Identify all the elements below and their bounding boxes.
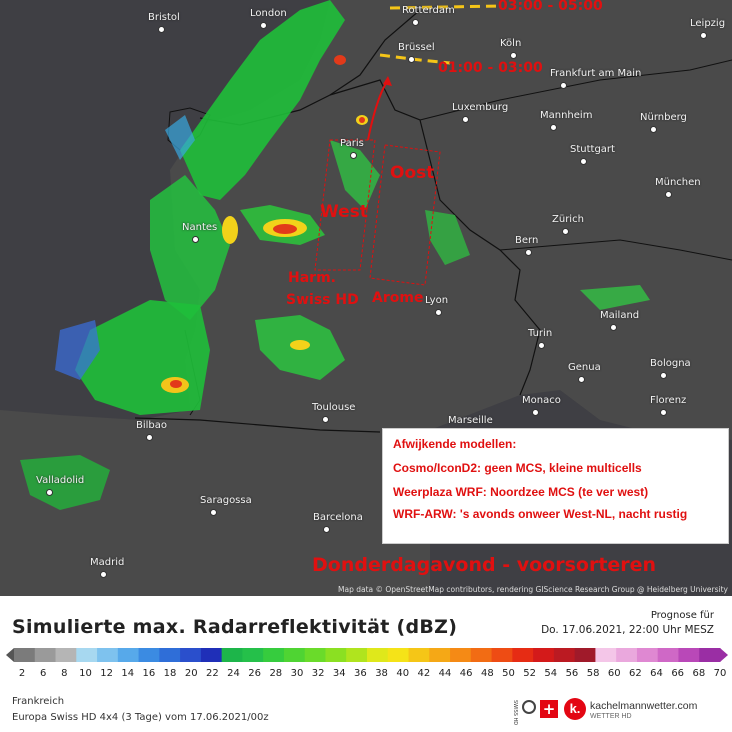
scale-swatch — [118, 648, 139, 662]
scale-tick-label: 42 — [417, 668, 431, 679]
radar-core-red-3 — [334, 55, 346, 65]
city-marker-barcelona — [323, 526, 330, 533]
scale-tick-label: 18 — [163, 668, 177, 679]
legend-title: Simulierte max. Radarreflektivität (dBZ) — [12, 616, 458, 638]
map-attribution: Map data © OpenStreetMap contributors, rendering GIScience Research Group @ Heidelberg University — [338, 585, 728, 594]
scale-swatch — [180, 648, 201, 662]
city-marker-genua — [578, 376, 585, 383]
scale-swatch — [699, 648, 720, 662]
city-label-genua: Genua — [568, 362, 601, 373]
scale-swatch — [305, 648, 326, 662]
city-label-nantes: Nantes — [182, 222, 218, 233]
city-marker-turin — [538, 342, 545, 349]
scale-swatch — [14, 648, 35, 662]
city-label-leipzig: Leipzig — [690, 18, 726, 29]
notes-heading: Afwijkende modellen: — [393, 437, 517, 451]
city-marker-koeln — [510, 52, 517, 59]
scale-swatch — [139, 648, 160, 662]
annotation-arome: Arome — [372, 290, 424, 306]
scale-swatch — [678, 648, 699, 662]
color-scale — [6, 648, 728, 662]
city-label-paris: Paris — [340, 138, 364, 149]
scale-swatch — [471, 648, 492, 662]
city-marker-luxemburg — [462, 116, 469, 123]
radar-core-red-4 — [359, 117, 365, 123]
scale-tick-label: 28 — [269, 668, 283, 679]
scale-swatch — [429, 648, 450, 662]
city-label-stuttgart: Stuttgart — [570, 144, 615, 155]
city-marker-saragossa — [210, 509, 217, 516]
swiss-hd-logo-text: SWISS HD — [512, 700, 518, 726]
city-marker-zuerich — [562, 228, 569, 235]
scale-tick-label: 48 — [480, 668, 494, 679]
city-label-muenchen: München — [655, 177, 701, 188]
scale-tick-label: 52 — [523, 668, 536, 679]
city-marker-leipzig — [700, 32, 707, 39]
city-marker-florenz — [660, 409, 667, 416]
swiss-flag-icon: + — [540, 700, 558, 718]
scale-swatch — [263, 648, 284, 662]
scale-swatch — [35, 648, 56, 662]
scale-swatch — [242, 648, 263, 662]
radar-core-yellow-4 — [222, 216, 238, 244]
city-marker-nuernberg — [650, 126, 657, 133]
city-label-bruessel: Brüssel — [398, 42, 435, 53]
city-marker-toulouse — [322, 416, 329, 423]
scale-tick-label: 66 — [671, 668, 685, 679]
city-marker-bologna — [660, 372, 667, 379]
brand-name[interactable]: kachelmannwetter.com — [590, 700, 698, 712]
city-label-bilbao: Bilbao — [136, 420, 168, 431]
city-marker-stuttgart — [580, 158, 587, 165]
scale-tick-label: 32 — [311, 668, 325, 679]
city-marker-bruessel — [408, 56, 415, 63]
scale-tick-label: 6 — [39, 668, 47, 679]
radar-cell-italy — [580, 285, 650, 310]
scale-swatch — [388, 648, 409, 662]
brand-logos — [508, 698, 718, 726]
forecast-label: Prognose für — [650, 610, 714, 621]
city-marker-mailand — [610, 324, 617, 331]
scale-tick-label: 10 — [79, 668, 92, 679]
annotation-time-2: 01:00 - 03:00 — [438, 60, 543, 76]
legend-panel — [0, 596, 732, 732]
scale-tick-label: 2 — [18, 668, 26, 679]
scale-swatch — [595, 648, 616, 662]
city-label-lyon: Lyon — [425, 295, 449, 306]
city-marker-paris — [350, 152, 357, 159]
radar-core-red-2 — [170, 380, 182, 388]
scale-swatch — [346, 648, 367, 662]
scale-swatch — [637, 648, 658, 662]
scale-tick-label: 36 — [354, 668, 367, 679]
city-label-bristol: Bristol — [148, 12, 180, 23]
annotation-swiss-hd: Swiss HD — [286, 292, 359, 308]
city-label-bern: Bern — [515, 235, 539, 246]
scale-tick-label: 44 — [438, 668, 452, 679]
model-notes-box — [382, 428, 729, 544]
city-marker-monaco — [532, 409, 539, 416]
city-marker-rotterdam — [412, 19, 419, 26]
scale-swatch — [201, 648, 222, 662]
footer-headline: Donderdagavond - voorsorteren — [312, 554, 657, 576]
radar-core-yellow-5 — [290, 340, 310, 350]
radar-cell-paris — [330, 140, 380, 210]
city-marker-bilbao — [146, 434, 153, 441]
scale-swatch — [492, 648, 513, 662]
brand-subtitle: WETTER HD — [590, 713, 632, 720]
city-label-florenz: Florenz — [650, 395, 687, 406]
scale-swatch — [56, 648, 77, 662]
scale-swatch — [409, 648, 430, 662]
city-label-zuerich: Zürich — [552, 214, 584, 225]
city-label-mannheim: Mannheim — [540, 110, 593, 121]
scale-tick-label: 54 — [544, 668, 558, 679]
scale-swatch — [76, 648, 97, 662]
annotation-oost: Oost — [390, 163, 435, 183]
city-label-rotterdam: Rotterdam — [402, 5, 455, 16]
notes-line-wrf-arw: WRF-ARW: 's avonds onweer West-NL, nacht rustig — [393, 507, 688, 521]
scale-tick-label: 34 — [332, 668, 346, 679]
city-label-marseille: Marseille — [448, 415, 493, 426]
scale-swatch — [658, 648, 679, 662]
scale-tick-label: 60 — [607, 668, 621, 679]
scale-tick-label: 20 — [184, 668, 198, 679]
city-marker-valladolid — [46, 489, 53, 496]
annotation-west: West — [320, 202, 368, 222]
scale-tick-label: 12 — [100, 668, 113, 679]
scale-tick-label: 22 — [205, 668, 219, 679]
scale-left-arrow — [6, 648, 14, 662]
scale-swatch — [97, 648, 118, 662]
scale-tick-label: 56 — [565, 668, 579, 679]
city-label-london: London — [250, 8, 287, 19]
city-marker-bern — [525, 249, 532, 256]
city-label-madrid: Madrid — [90, 557, 125, 568]
scale-tick-label: 24 — [227, 668, 240, 679]
city-marker-lyon — [435, 309, 442, 316]
radar-core-red-1 — [273, 224, 297, 234]
scale-swatch — [450, 648, 471, 662]
scale-swatch — [512, 648, 533, 662]
scale-tick-label: 30 — [290, 668, 304, 679]
scale-tick-label: 64 — [650, 668, 663, 679]
radar-cell-alps — [425, 210, 470, 265]
kachelmann-logo-icon: k. — [564, 698, 586, 720]
city-label-mailand: Mailand — [600, 310, 640, 321]
pyrenees-border — [135, 418, 380, 432]
scale-tick-label: 26 — [248, 668, 262, 679]
scale-swatch — [367, 648, 388, 662]
scale-tick-label: 40 — [396, 668, 410, 679]
city-label-turin: Turin — [528, 328, 553, 339]
city-marker-mannheim — [550, 124, 557, 131]
scale-tick-label: 68 — [692, 668, 706, 679]
city-label-valladolid: Valladolid — [36, 475, 85, 486]
annotation-harm: Harm. — [288, 270, 336, 286]
city-label-nuernberg: Nürnberg — [640, 112, 687, 123]
city-label-barcelona: Barcelona — [313, 512, 363, 523]
city-label-luxemburg: Luxemburg — [452, 102, 509, 113]
scale-right-arrow — [720, 648, 728, 662]
city-label-toulouse: Toulouse — [312, 402, 356, 413]
scale-swatch — [533, 648, 554, 662]
city-label-bologna: Bologna — [650, 358, 691, 369]
annotation-time-1: 03:00 - 05:00 — [498, 0, 603, 14]
scale-ticks — [0, 668, 732, 682]
scale-tick-label: 8 — [61, 668, 68, 679]
scale-tick-label: 50 — [502, 668, 515, 679]
region-label: Frankreich — [12, 696, 65, 707]
search-icon — [522, 700, 536, 714]
scale-swatch — [284, 648, 305, 662]
scale-tick-label: 58 — [586, 668, 600, 679]
city-marker-london — [260, 22, 267, 29]
notes-line-cosmo: Cosmo/IconD2: geen MCS, kleine multicells — [393, 461, 642, 475]
scale-tick-label: 14 — [121, 668, 135, 679]
city-label-saragossa: Saragossa — [200, 495, 252, 506]
city-label-frankfurt: Frankfurt am Main — [550, 68, 642, 79]
scale-tick-label: 16 — [142, 668, 156, 679]
city-marker-nantes — [192, 236, 199, 243]
scale-tick-label: 62 — [629, 668, 642, 679]
model-label: Europa Swiss HD 4x4 (3 Tage) vom 17.06.2021/00z — [12, 712, 269, 723]
scale-tick-label: 70 — [713, 668, 727, 679]
city-marker-muenchen — [665, 191, 672, 198]
forecast-date: Do. 17.06.2021, 22:00 Uhr MESZ — [541, 624, 714, 636]
scale-swatch — [616, 648, 637, 662]
city-marker-bristol — [158, 26, 165, 33]
scale-swatch — [575, 648, 596, 662]
city-label-koeln: Köln — [500, 38, 522, 49]
scale-swatch — [159, 648, 180, 662]
scale-swatch — [222, 648, 243, 662]
city-label-monaco: Monaco — [522, 395, 561, 406]
city-marker-madrid — [100, 571, 107, 578]
scale-tick-label: 38 — [375, 668, 388, 679]
notes-line-weerplaza: Weerplaza WRF: Noordzee MCS (te ver west) — [393, 485, 649, 499]
scale-tick-label: 46 — [459, 668, 473, 679]
scale-swatch — [325, 648, 346, 662]
scale-swatch — [554, 648, 575, 662]
city-marker-frankfurt — [560, 82, 567, 89]
